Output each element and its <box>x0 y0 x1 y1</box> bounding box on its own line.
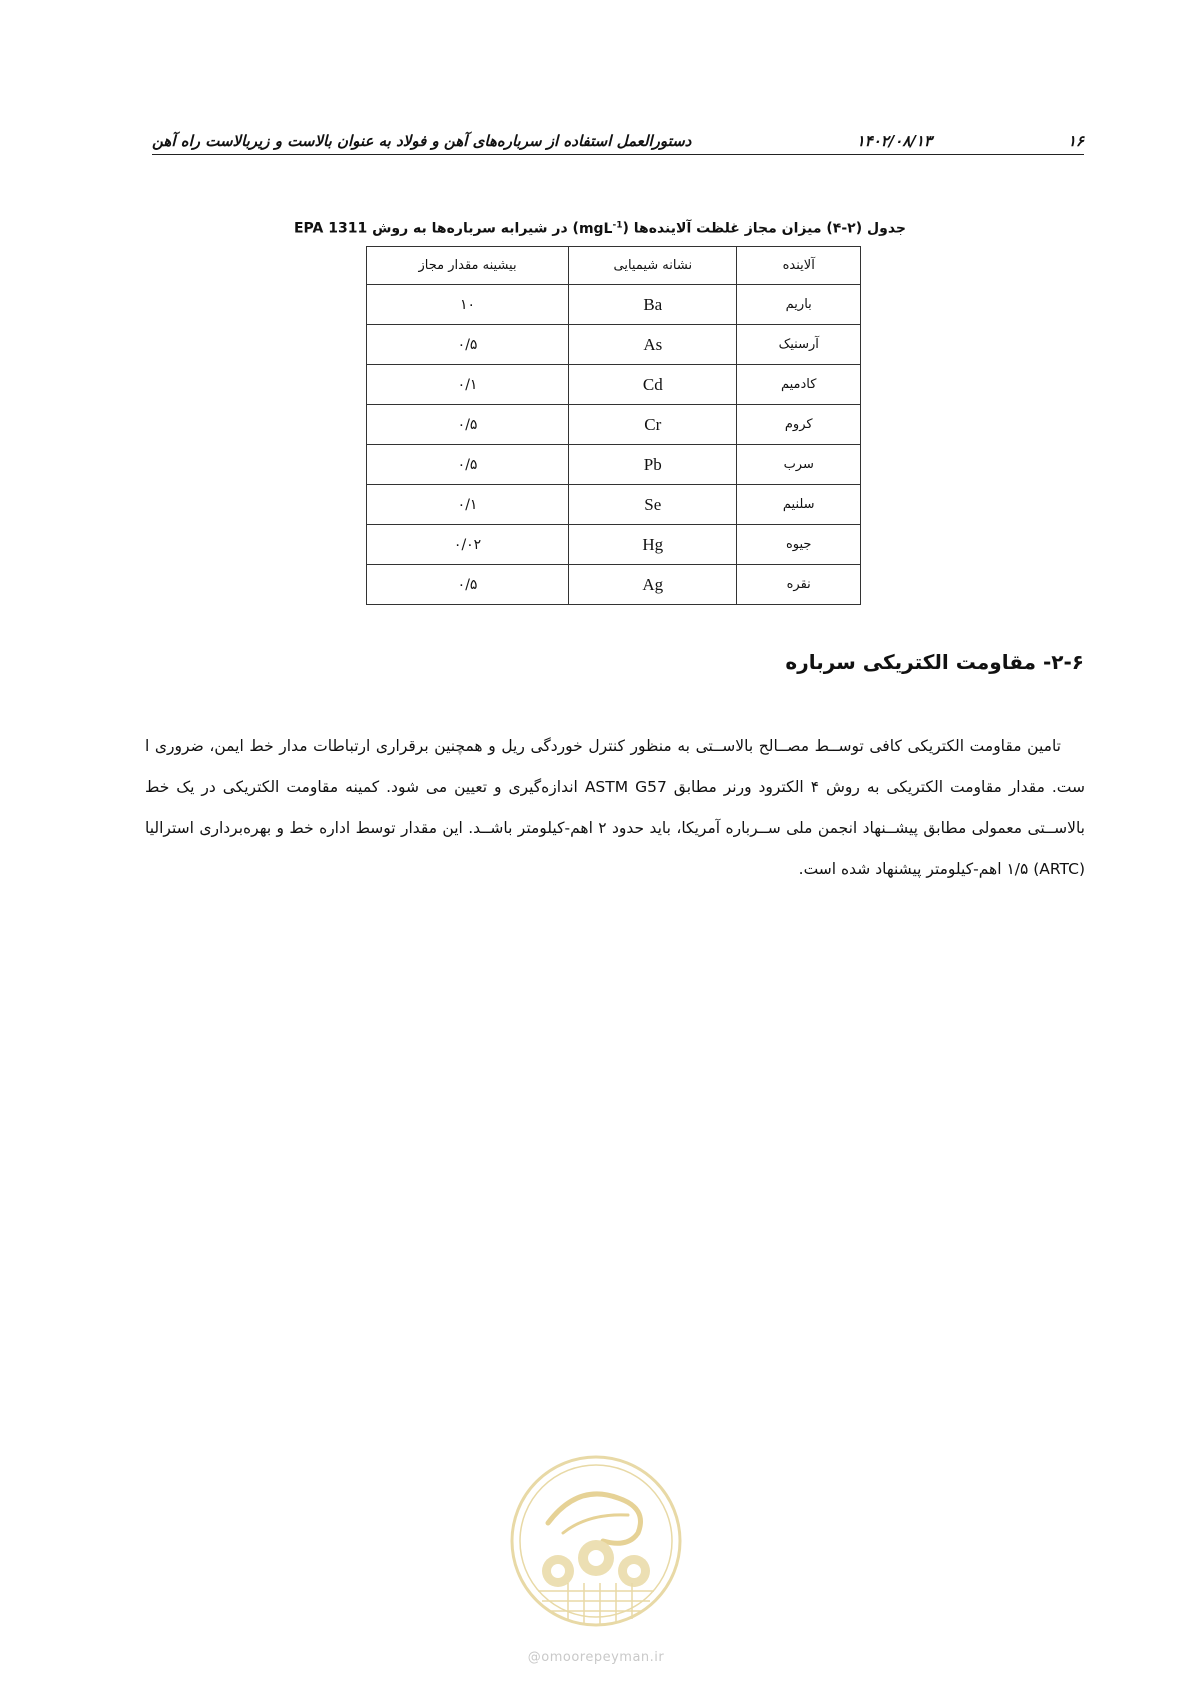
body-paragraph: تامین مقاومت الکتریکی کافی توســط مصــالح بالاســتی به منظور کنترل خوردگی ریل و همچنین برقراری ارتباطات مدار خط ایمن، ضروری ا ست. مقدار مقاومت الکتریکی به روش ۴ الکترود ورنر مطابق ASTM G57 اندازه‌گیری و تعیین می شود. کمینه مقاومت الکتریکی در یک خط بالاســتی معمولی مطابق پیشــنهاد انجمن ملی ســرباره آمریکا، باید حدود ۲ اهم-کیلومتر باشــد. این مقدار توسط اداره خط و بهره‌برداری استرالیا (ARTC) ۱/۵ اهم-کیلومتر پیشنهاد شده است. <box>145 736 1085 878</box>
table-row <box>367 485 861 525</box>
table-row <box>367 565 861 605</box>
pollutant-name: سرب <box>737 445 861 485</box>
caption-prefix: جدول (۲-۴) میزان مجاز غلظت آلاینده‌ها ( <box>622 220 907 237</box>
table-caption <box>280 220 920 237</box>
chemical-symbol: Cd <box>569 365 737 405</box>
caption-exponent: -1 <box>612 220 623 230</box>
header-symbol: نشانه شیمیایی <box>569 247 737 285</box>
header-pollutant: آلاینده <box>737 247 861 285</box>
table-row <box>367 325 861 365</box>
max-limit-value: ۰/۱ <box>367 485 569 525</box>
chemical-symbol: Se <box>569 485 737 525</box>
pollutant-name: کروم <box>737 405 861 445</box>
pollutant-name: نقره <box>737 565 861 605</box>
pollutant-name: جیوه <box>737 525 861 565</box>
watermark-caption: @omoorepeyman.ir <box>527 1650 665 1665</box>
pollutant-name: سلنیم <box>737 485 861 525</box>
chemical-symbol: Cr <box>569 405 737 445</box>
chemical-symbol: Hg <box>569 525 737 565</box>
max-limit-value: ۰/۵ <box>367 445 569 485</box>
watermark-logo <box>508 1453 684 1629</box>
max-limit-value: ۰/۰۲ <box>367 525 569 565</box>
caption-unit: mgL <box>578 220 613 237</box>
table-row <box>367 285 861 325</box>
pollutant-name: کادمیم <box>737 365 861 405</box>
table-row <box>367 405 861 445</box>
header-date: ۱۴۰۲/۰۸/۱۳ <box>856 132 932 150</box>
chemical-symbol: As <box>569 325 737 365</box>
caption-suffix: ) در شیرابه سرباره‌ها به روش EPA 1311 <box>293 220 579 237</box>
max-limit-value: ۰/۵ <box>367 405 569 445</box>
document-title: دستورالعمل استفاده از سرباره‌های آهن و فولاد به عنوان بالاست و زیربالاست راه آهن <box>152 132 692 150</box>
chemical-symbol: Ba <box>569 285 737 325</box>
max-limit-value: ۰/۱ <box>367 365 569 405</box>
caption-unit-wrap <box>579 221 623 237</box>
max-limit-value: ۰/۵ <box>367 325 569 365</box>
page-number: ۱۶ <box>1067 132 1084 150</box>
table-row <box>367 365 861 405</box>
chemical-symbol: Ag <box>569 565 737 605</box>
section-heading: ۲-۶- مقاومت الکتریکی سرباره <box>785 650 1084 674</box>
chemical-symbol: Pb <box>569 445 737 485</box>
watermark-seal-icon <box>508 1453 684 1629</box>
table-row <box>367 445 861 485</box>
pollutant-name: باریم <box>737 285 861 325</box>
pollutant-name: آرسنیک <box>737 325 861 365</box>
table-header-row <box>367 247 861 285</box>
page-header <box>152 130 1084 155</box>
max-limit-value: ۱۰ <box>367 285 569 325</box>
table-row <box>367 525 861 565</box>
header-max-limit: بیشینه مقدار مجاز <box>367 247 569 285</box>
pollutant-limits-table <box>366 246 861 605</box>
max-limit-value: ۰/۵ <box>367 565 569 605</box>
